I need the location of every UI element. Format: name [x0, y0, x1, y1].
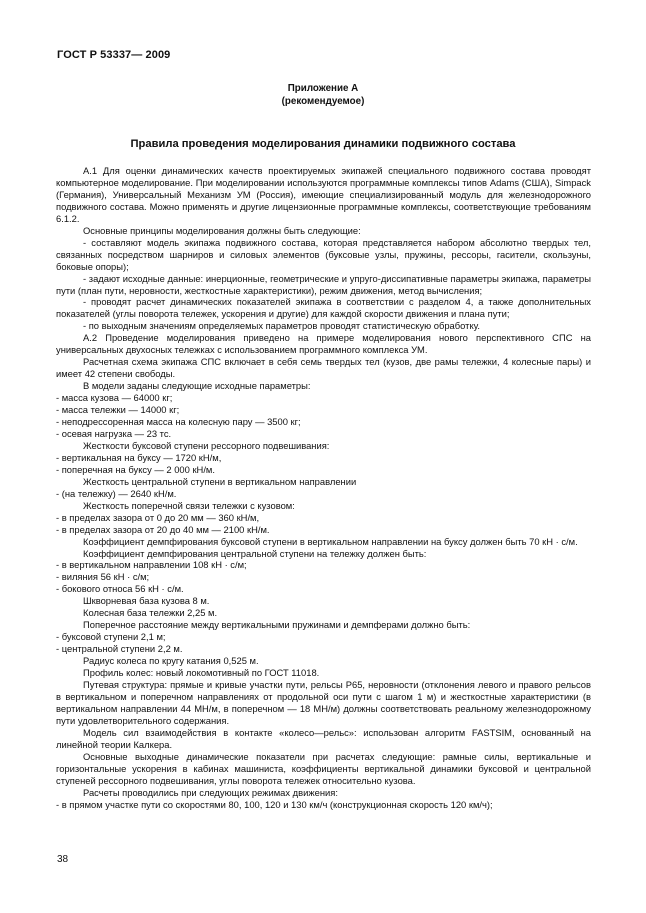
- list-item: - буксовой ступени 2,1 м;: [56, 631, 166, 643]
- paragraph: Радиус колеса по кругу катания 0,525 м.: [83, 655, 259, 667]
- list-item: - по выходным значениям определяемых параметров проводят статистическую обработку.: [83, 320, 481, 332]
- paragraph: Жесткость поперечной связи тележки с кузовом:: [83, 499, 295, 511]
- list-item: - осевая нагрузка — 23 тс.: [56, 427, 172, 439]
- body-text: [56, 165, 591, 810]
- paragraph: Шкворневая база кузова 8 м.: [83, 595, 210, 607]
- paragraph: Путевая структура: прямые и кривые участки пути, рельсы Р65, неровности (отклонения левого и правого рельсов в вертикальном и поперечном направлениях от продольной оси пути с шагом 1 м) и жесткостные характеристики (в вертикальном направлении 44 МН/м, в поперечном — 18 МН/м) должны соответствовать реальному железнодорожному пути удовлетворительного содержания.: [56, 678, 591, 726]
- appendix-heading: [0, 83, 646, 108]
- paragraph-a1: А.1 Для оценки динамических качеств проектируемых экипажей специального подвижного состава проводят компьютерное моделирование. При моделировании используются программные комплексы типов Adams (США), Simpack (Германия), Универсальный Механизм УМ (Россия), имеющие специализированный модуль для железнодорожного подвижного состава. Можно применять и другие лицензионные программные комплексы, соответствующие требованиям 6.1.2.: [56, 165, 591, 224]
- list-item: - виляния 56 кН · с/м;: [56, 571, 150, 583]
- list-item: - неподрессоренная масса на колесную пару — 3500 кг;: [56, 416, 301, 428]
- paragraph: Основные принципы моделирования должны быть следующие:: [83, 224, 361, 236]
- paragraph: Жесткости буксовой ступени рессорного подвешивания:: [83, 439, 330, 451]
- appendix-status: (рекомендуемое): [281, 95, 365, 107]
- list-item: - составляют модель экипажа подвижного состава, которая представляется набором абсолютно твердых тел, связанных посредством шарниров и силовых элементов (буксовые узлы, пружины, рессоры, гасители, скользуны, боковые опоры);: [56, 236, 591, 272]
- list-item: - центральной ступени 2,2 м.: [56, 643, 183, 655]
- list-item: - масса тележки — 14000 кг;: [56, 404, 180, 416]
- paragraph-a2: А.2 Проведение моделирования приведено на примере моделирования нового перспективного СПС на универсальных двухосных тележках с использованием программного комплекса УМ.: [56, 332, 591, 356]
- page-number: 38: [57, 854, 69, 865]
- paragraph: В модели заданы следующие исходные параметры:: [83, 380, 311, 392]
- list-item: - (на тележку) — 2640 кН/м.: [56, 487, 177, 499]
- list-item: - задают исходные данные: инерционные, геометрические и упруго-диссипативные параметры экипажа, параметры пути (план пути, неровности, жесткостные характеристики), режим движения, метод вычисления;: [56, 272, 591, 296]
- list-item: - проводят расчет динамических показателей экипажа в соответствии с разделом 4, а также дополнительных показателей (углы поворота тележек, ускорения и другие) для каждой скорости движения и плана пути;: [56, 296, 591, 320]
- paragraph: Профиль колес: новый локомотивный по ГОСТ 11018.: [83, 667, 320, 679]
- paragraph: Жесткость центральной ступени в вертикальном направлении: [83, 475, 357, 487]
- list-item: - в пределах зазора от 20 до 40 мм — 2100 кН/м.: [56, 523, 270, 535]
- paragraph: Коэффициент демпфирования центральной ступени на тележку должен быть:: [83, 547, 427, 559]
- appendix-title: Приложение А: [287, 83, 359, 94]
- paragraph: Колесная база тележки 2,25 м.: [83, 607, 218, 619]
- paragraph: Коэффициент демпфирования буксовой ступени в вертикальном направлении на буксу должен быть 70 кН · с/м.: [83, 535, 578, 547]
- list-item: - поперечная на буксу — 2 000 кН/м.: [56, 463, 215, 475]
- paragraph: Расчеты проводились при следующих режимах движения:: [83, 786, 338, 798]
- paragraph: Модель сил взаимодействия в контакте «колесо—рельс»: использован алгоритм FASTSIM, основанный на линейной теории Калкера.: [56, 726, 591, 750]
- list-item: - масса кузова — 64000 кг;: [56, 392, 173, 404]
- list-item: - в пределах зазора от 0 до 20 мм — 360 кН/м,: [56, 511, 260, 523]
- document-code: ГОСТ Р 53337— 2009: [57, 49, 171, 61]
- paragraph: Поперечное расстояние между вертикальными пружинами и демпферами должно быть:: [83, 619, 471, 631]
- list-item: - бокового относа 56 кН · с/м.: [56, 583, 184, 595]
- list-item: - вертикальная на буксу — 1720 кН/м,: [56, 451, 222, 463]
- paragraph: Основные выходные динамические показатели при расчетах следующие: рамные силы, вертикальные и горизонтальные ускорения в кабинах машиниста, коэффициенты вертикальной динамики буксовой и центральной ступеней рессорного подвешивания, углы поворота тележек относительно кузова.: [56, 750, 591, 786]
- section-title: Правила проведения моделирования динамики подвижного состава: [130, 138, 516, 150]
- paragraph: Расчетная схема экипажа СПС включает в себя семь твердых тел (кузов, две рамы тележки, 4 колесные пары) и имеет 42 степени свободы.: [56, 356, 591, 380]
- list-item: - в прямом участке пути со скоростями 80, 100, 120 и 130 км/ч (конструкционная скорость 120 км/ч);: [56, 798, 493, 810]
- list-item: - в вертикальном направлении 108 кН · с/м;: [56, 559, 247, 571]
